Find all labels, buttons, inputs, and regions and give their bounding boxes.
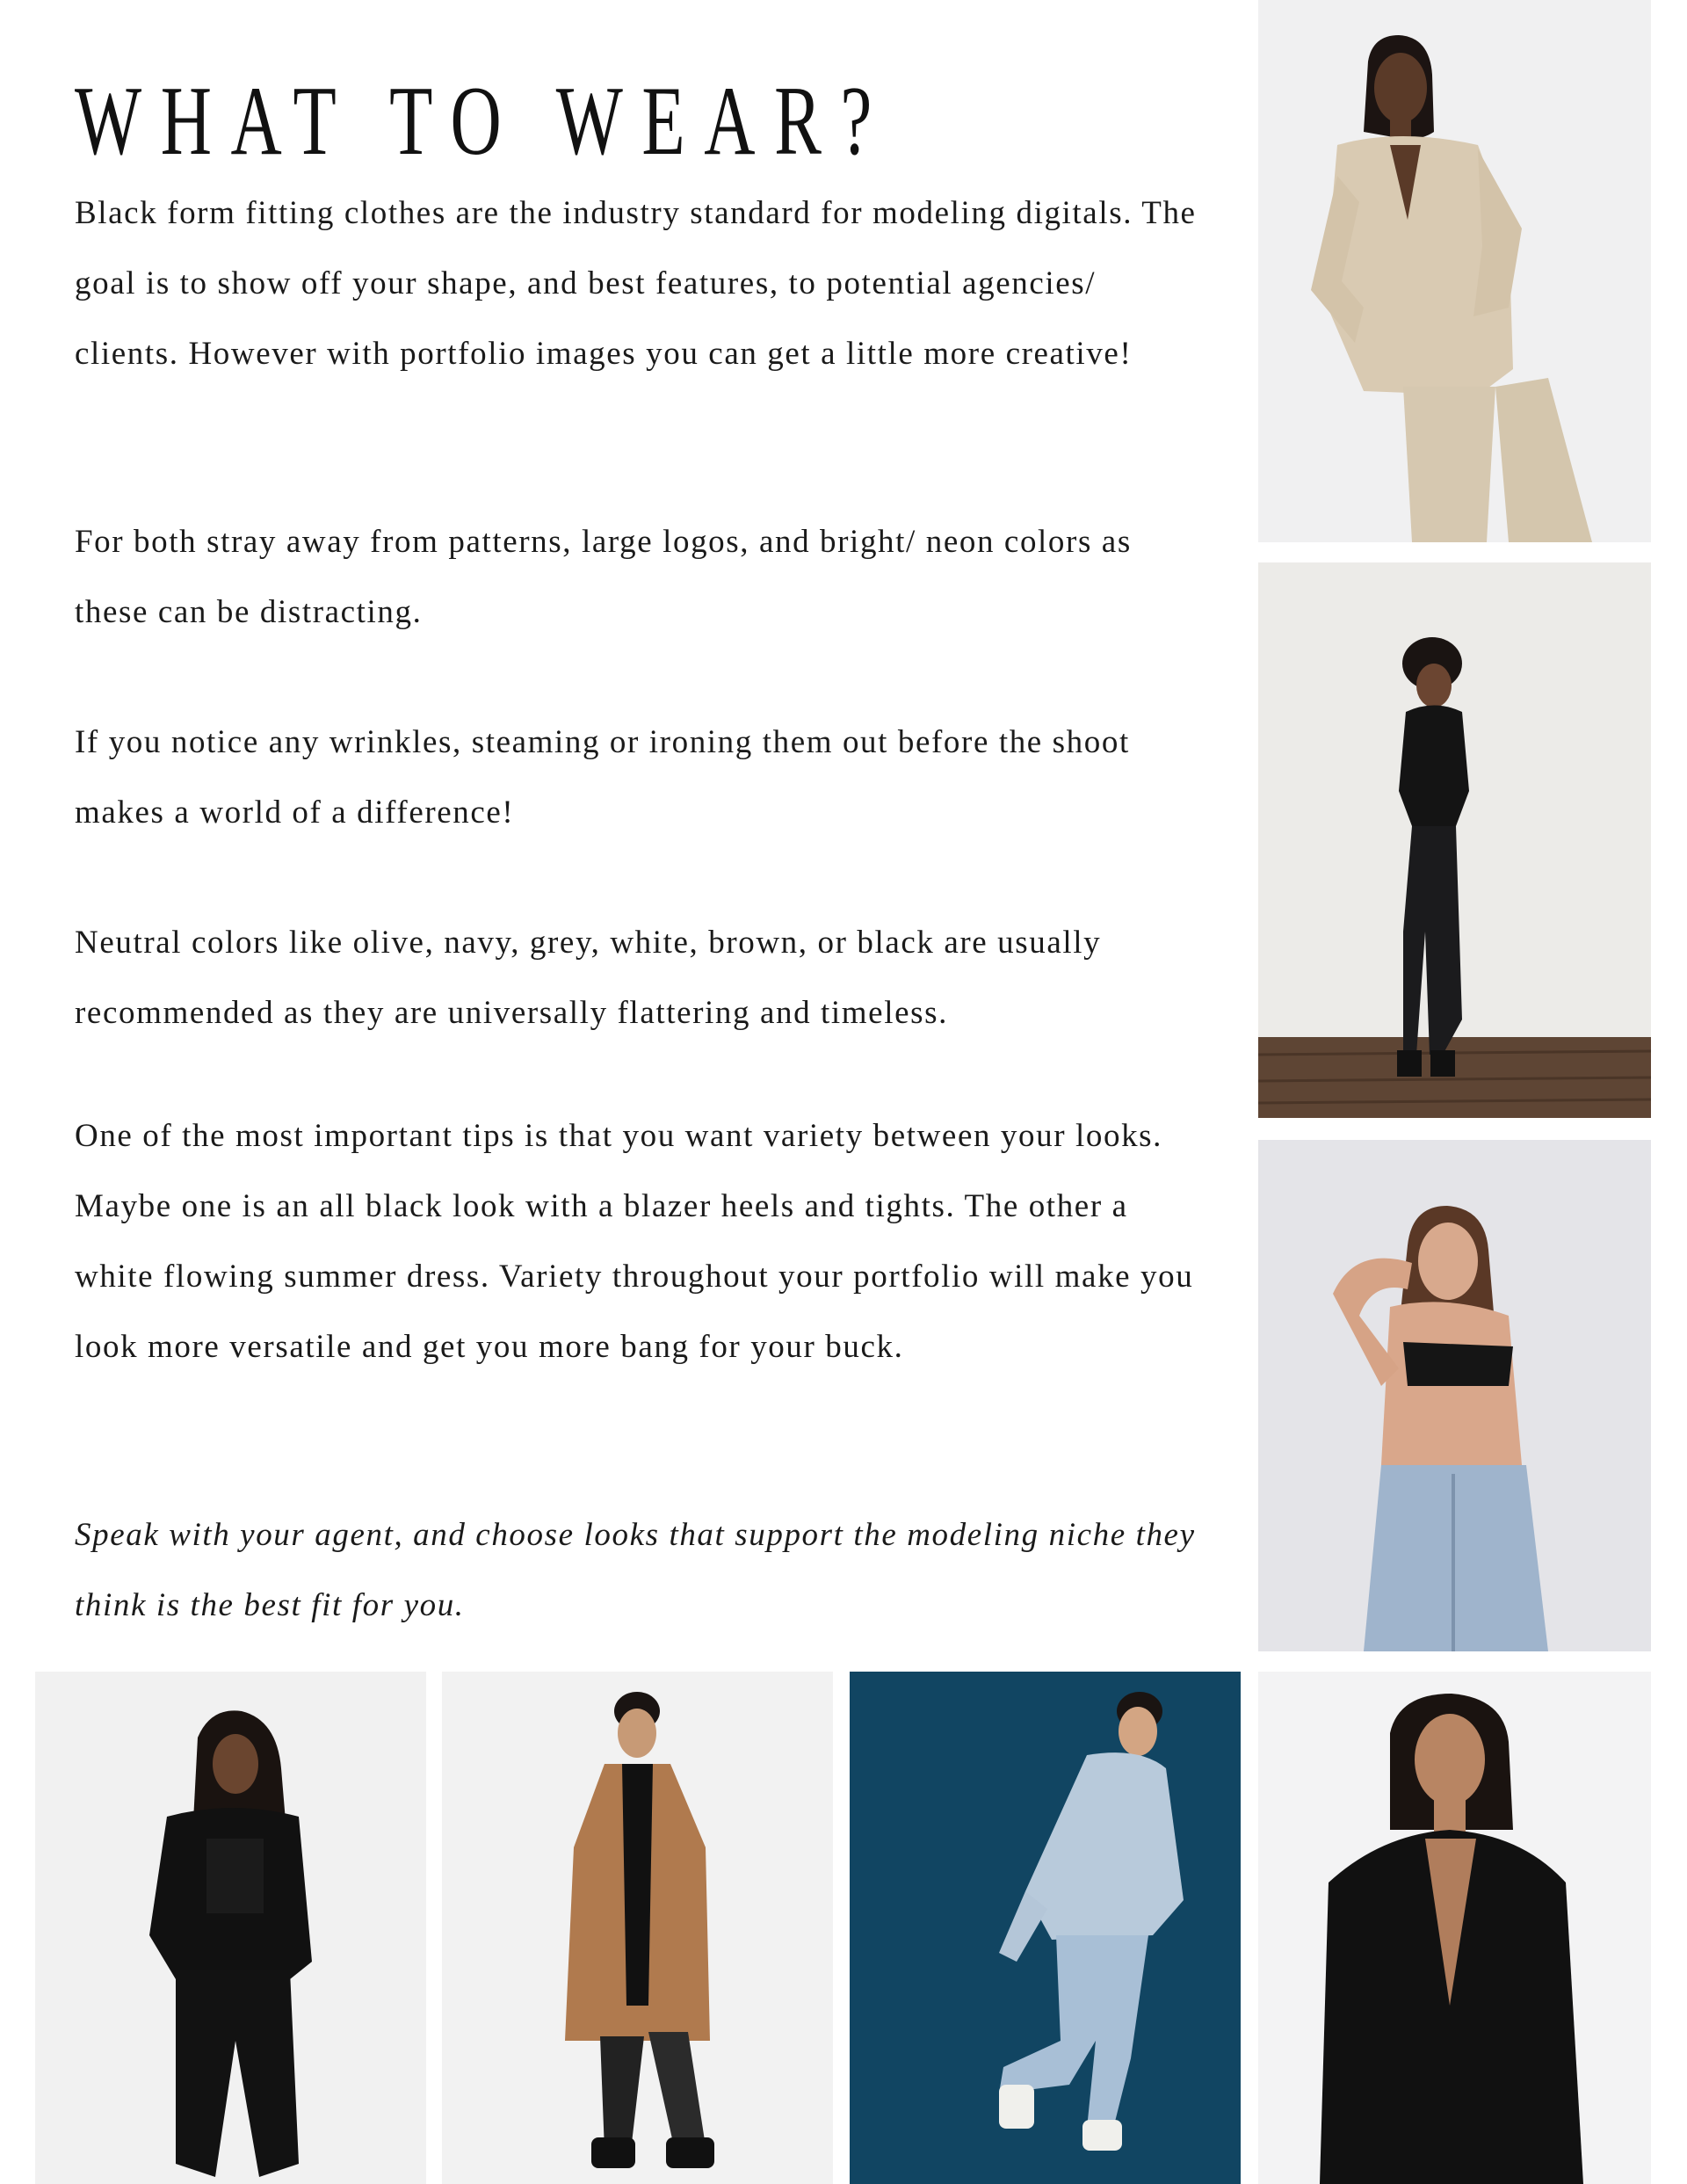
photo-man-camel-coat — [442, 1672, 833, 2184]
paragraph-patterns: For both stray away from patterns, large logos, and bright/ neon colors as these can be distracting. — [75, 524, 1132, 630]
photo-man-denim-jacket — [850, 1672, 1241, 2184]
paragraph-digitals: Black form fitting clothes are the industry standard for modeling digitals. The goal is to show off your shape, and best features, to potential agencies/ clients. However with portfolio images you can get a little more creative! — [75, 195, 1197, 372]
photo-woman-black-blazer-portrait — [1258, 1672, 1651, 2184]
photo-woman-black-bralette-jeans — [1258, 1140, 1651, 1651]
paragraph-variety: One of the most important tips is that you want variety between your looks. Maybe one is an all black look with a blazer heels and tights. The other a white flowing summer dress. Variety throughout your portfolio will make you look more versatile and get you more bang for your buck. — [75, 1118, 1194, 1365]
paragraph-wrinkles: If you notice any wrinkles, steaming or ironing them out before the shoot makes a world of a difference! — [75, 724, 1130, 831]
photo-woman-black-bodysuit — [1258, 562, 1651, 1118]
page-title: WHAT TO WEAR? — [75, 67, 891, 176]
photo-woman-linen-suit — [1258, 0, 1651, 542]
paragraph-neutral-colors: Neutral colors like olive, navy, grey, white, brown, or black are usually recommended as they are universally flattering and timeless. — [75, 925, 1102, 1031]
photo-woman-black-blazer — [35, 1672, 426, 2184]
closing-note: Speak with your agent, and choose looks that support the modeling niche they think is the best fit for you. — [75, 1517, 1196, 1623]
